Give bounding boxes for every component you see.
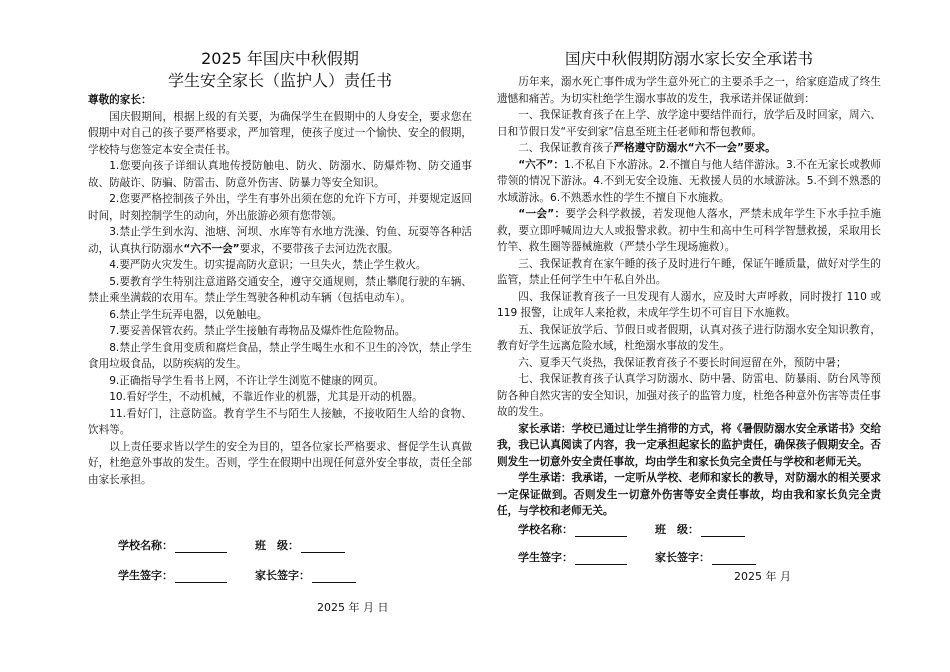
liubu-text: 1.不私自下水游泳。2.不擅自与他人结伴游泳。3.不在无家长或教师带领的情况下游泳。4.不到无安全设施、无救援人员的水域游泳。5.不到不熟悉的水域游泳。6.不熟悉水性的学生不擅自下水施救。: [497, 158, 881, 204]
right-parent-sign-label: 家长签字：: [655, 551, 710, 564]
right-liubu: [497, 157, 881, 207]
left-school-name-row: [118, 537, 345, 553]
left-item-2: 2.您要严格控制孩子外出，学生有事外出须在您的允许下方可，并要规定返回时间，时刻控制学生的动向，外出旅游必须有您带领。: [88, 193, 472, 222]
right-p5: 五、我保证放学后、节假日或者假期，认真对孩子进行防溺水安全知识教育，教育好学生远离危险水域，杜绝溺水事故的发生。: [497, 323, 881, 352]
left-item-9: 9.正确指导学生看书上网，不许让学生浏览不健康的网页。: [109, 374, 385, 387]
right-student-sign-field[interactable]: [575, 552, 627, 565]
right-school-field[interactable]: [575, 524, 627, 537]
right-yihui: [497, 206, 881, 256]
right-date: 2025 年 月: [734, 570, 791, 583]
left-sign-row: [118, 567, 356, 583]
left-item-4: 4.要严防火灾发生。切实提高防火意识；一旦失火，禁止学生救火。: [109, 259, 427, 271]
right-p4: 四、我保证教育孩子一旦发现有人溺水，应及时大声呼救，同时拨打 110 或 119 报警，让成年人来抢救，未成年学生切不可盲目下水施救。: [497, 290, 881, 319]
right-column: [497, 48, 881, 520]
greeting: 尊敬的家长：: [88, 94, 152, 106]
left-student-sign-field[interactable]: [175, 570, 227, 583]
left-parent-sign-label: 家长签字：: [255, 569, 310, 582]
liubu-label: “六不”：: [518, 158, 565, 171]
left-item-1: 1.您要向孩子详细认真地传授防触电、防火、防溺水、防爆炸物、防交通事故、防敲诈、防骗、防雷击、防意外伤害、防暴力等安全知识。: [88, 160, 472, 189]
left-closing: 以上责任要求皆以学生的安全为目的，望各位家长严格要求、督促学生认真做好，杜绝意外事故的发生。否则，学生在假期中出现任何意外安全事故，责任全部由家长承担。: [88, 440, 472, 486]
right-p1: 一、我保证教育孩子在上学、放学途中要结伴而行，放学后及时回家，周六、日和节假日发“平安到家”信息至班主任老师和帮包教师。: [497, 109, 881, 138]
right-p3: 三、我保证教育在家午睡的孩子及时进行午睡，保证午睡质量，做好对学生的监管，禁止任何学生中午私自外出。: [497, 257, 881, 286]
left-item-3: [88, 224, 472, 257]
right-school-name-row: [518, 521, 745, 537]
left-item-11: 11.看好门，注意防盗。教育学生不与陌生人接触，不接收陌生人给的食物、饮料等。: [88, 407, 472, 436]
right-student-sign-label: 学生签字：: [518, 551, 573, 564]
left-item-3-text-a: 3.禁止学生到水沟、池塘、河坝、水库等有水地方洗澡、钓鱼、玩耍等各种活动，认真执行防溺水: [88, 226, 472, 255]
left-student-sign-label: 学生签字：: [118, 569, 173, 582]
left-item-3-text-b: “六不一会”: [183, 242, 240, 255]
right-p6: 六、夏季天气炎热，我保证教育孩子不要长时间逗留在外，预防中暑；: [518, 356, 847, 369]
left-item-5: 5.要教育学生特别注意道路交通安全，遵守交通规则，禁止攀爬行驶的车辆、禁止乘坐满载的农用车。禁止学生驾驶各种机动车辆（包括电动车）。: [88, 275, 472, 304]
right-p7: 七、我保证教育孩子认真学习防溺水、防中暑、防雷电、防暴雨、防台风等预防各种自然灾害的安全知识，加强对孩子的监管力度，杜绝各种意外伤害等责任事故的发生。: [497, 373, 881, 418]
right-parent-sign-field[interactable]: [712, 552, 756, 565]
left-item-8: 8.禁止学生食用变质和腐烂食品，禁止学生喝生水和不卫生的冷饮，禁止学生食用垃圾食品，以防疾病的发生。: [88, 341, 472, 370]
left-item-3-text-c: 要求，不要带孩子去河边洗衣服。: [239, 242, 399, 255]
left-class-label: 班 级：: [255, 539, 299, 552]
right-sign-row: [518, 549, 756, 565]
right-class-label: 班 级：: [655, 523, 699, 536]
left-parent-sign-field[interactable]: [312, 570, 356, 583]
right-p2-text-b: 严格遵守防溺水“六不一会”要求。: [613, 142, 776, 154]
left-date: 2025 年 月 日: [317, 601, 389, 614]
right-intro: 历年来，溺水死亡事件成为学生意外死亡的主要杀手之一，给家庭造成了终生遗憾和痛苦。为切实杜绝学生溺水事故的发生，我承诺并保证做到：: [497, 76, 881, 105]
yihui-label: “一会”：: [518, 208, 566, 220]
left-title-line2: 学生安全家长（监护人）责任书: [167, 71, 392, 90]
right-title: 国庆中秋假期防溺水家长安全承诺书: [564, 50, 813, 68]
yihui-text: 要学会科学救援，若发现他人落水，严禁未成年学生下水手拉手施救，要立即呼喊周边大人或报警求救。初中生和高中生可科学智慧救援，采取用长竹竿、救生圈等器械施救（严禁小学生现场施救）。: [497, 208, 881, 253]
left-class-field[interactable]: [301, 540, 345, 553]
right-p2: [497, 140, 881, 157]
left-item-10: 10.看好学生，不动机械，不靠近作业的机器，尤其是开动的机器。: [109, 391, 423, 403]
right-class-field[interactable]: [701, 524, 745, 537]
left-school-label: 学校名称：: [118, 539, 173, 552]
left-intro: 国庆假期间，根据上级的有关要，为确保学生在假期中的人身安全，要求您在假期中对自己的孩子要严格要求，严加管理，使孩子度过一个愉快、安全的假期，学校特与您签定本安全责任书。: [88, 110, 472, 156]
left-column: [88, 48, 472, 488]
left-item-6: 6.禁止学生玩弄电器，以免触电。: [109, 308, 268, 321]
student-promise: 学生承诺：我承诺，一定听从学校、老师和家长的教导，对防溺水的相关要求一定保证做到。否则发生一切意外伤害等安全责任事故，均由我和家长负完全责任，与学校和老师无关。: [497, 472, 881, 517]
right-school-label: 学校名称：: [518, 523, 573, 536]
left-school-field[interactable]: [175, 540, 227, 553]
left-item-7: 7.要妥善保管农药。禁止学生接触有毒物品及爆炸性危险物品。: [109, 325, 406, 337]
left-title-line1: 2025 年国庆中秋假期: [201, 49, 359, 68]
right-p2-text-a: 二、我保证教育孩子: [518, 142, 614, 154]
parent-promise: 家长承诺：学校已通过让学生捎带的方式，将《暑假防溺水安全承诺书》交给我，我已认真阅读了内容，我一定承担起家长的监护责任，确保孩子假期安全。否则发生一切意外安全责任事故，均由学生和家长负完全责任与学校和老师无关。: [497, 422, 881, 468]
